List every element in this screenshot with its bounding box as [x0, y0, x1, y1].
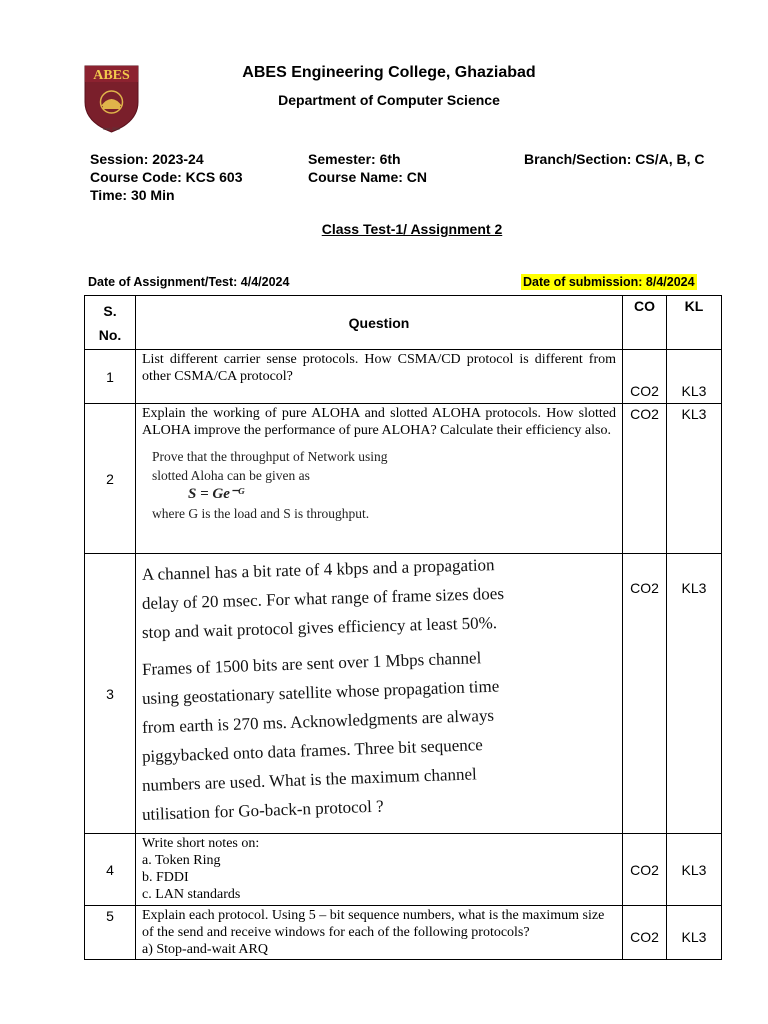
- notes-item-a: a. Token Ring: [142, 853, 221, 868]
- proof-line-1: Prove that the throughput of Network using: [152, 449, 388, 464]
- notes-item-b: b. FDDI: [142, 870, 189, 885]
- question-cell: [136, 906, 623, 960]
- table-row: [85, 906, 722, 960]
- table-row: [85, 350, 722, 404]
- co-header: CO: [623, 296, 667, 350]
- info-column-middle: [308, 150, 427, 186]
- protocol-item-a: a) Stop-and-wait ARQ: [142, 942, 268, 957]
- kl-value: KL3: [667, 906, 722, 960]
- channel-question-line-2: delay of 20 msec. For what range of frame sizes does: [141, 583, 505, 613]
- row-number: 3: [85, 554, 136, 834]
- question-text: Explain the working of pure ALOHA and slotted ALOHA protocols. How slotted ALOHA improve the performance of pure ALOHA? Calculate their efficiency also.: [142, 406, 616, 438]
- proof-line-2: slotted Aloha can be given as: [152, 468, 310, 483]
- co-value: CO2: [623, 834, 667, 906]
- info-column-left: [90, 150, 242, 204]
- co-value: CO2: [623, 404, 667, 554]
- sno-header: [85, 296, 136, 350]
- question-text: List different carrier sense protocols. How CSMA/CD protocol is different from other CSMA/CA protocol?: [136, 350, 623, 404]
- info-column-right: [524, 150, 704, 168]
- submission-date: Date of submission: 8/4/2024: [523, 275, 695, 289]
- question-cell: [136, 834, 623, 906]
- assignment-date: Date of Assignment/Test: 4/4/2024: [88, 275, 290, 289]
- co-value: CO2: [623, 906, 667, 960]
- frames-question-line-6: utilisation for Go-back-n protocol ?: [141, 796, 384, 824]
- frames-question-line-5: numbers are used. What is the maximum channel: [141, 764, 478, 795]
- proof-line-3: where G is the load and S is throughput.: [152, 506, 370, 521]
- session: Session: 2023-24: [90, 151, 204, 167]
- notes-item-c: c. LAN standards: [142, 887, 241, 902]
- question-cell: [136, 554, 623, 834]
- question-cell: [136, 404, 623, 554]
- row-number: 2: [85, 404, 136, 554]
- row-number: 4: [85, 834, 136, 906]
- scanned-question-image: [136, 554, 622, 833]
- question-text: Explain each protocol. Using 5 – bit sequence numbers, what is the maximum size of the send and receive windows for each of the following protocols?: [142, 908, 605, 940]
- test-title: Class Test-1/ Assignment 2: [321, 221, 503, 237]
- table-row: [85, 834, 722, 906]
- kl-value: KL3: [667, 834, 722, 906]
- co-value: CO2: [623, 554, 667, 834]
- frames-question-line-3: from earth is 270 ms. Acknowledgments are always: [141, 705, 495, 737]
- question-table: [84, 295, 722, 960]
- table-row: [85, 554, 722, 834]
- logo-estd: Estd. 2000: [103, 127, 120, 131]
- sno-header-line1: S.: [103, 302, 117, 319]
- pasted-question-image: [152, 447, 616, 523]
- course-name: Course Name: CN: [308, 169, 428, 185]
- channel-question-line-1: A channel has a bit rate of 4 kbps and a propagation: [141, 555, 495, 584]
- notes-intro: Write short notes on:: [142, 836, 260, 851]
- frames-question-line-4: piggybacked onto data frames. Three bit sequence: [141, 735, 484, 766]
- course-code: Course Code: KCS 603: [90, 169, 243, 185]
- row-number: 5: [85, 906, 136, 960]
- table-header-row: [85, 296, 722, 350]
- kl-value: KL3: [667, 350, 722, 404]
- frames-question-line-1: Frames of 1500 bits are sent over 1 Mbps channel: [141, 648, 482, 679]
- semester: Semester: 6th: [308, 151, 401, 167]
- logo-text: ABES: [93, 68, 130, 83]
- frames-question-line-2: using geostationary satellite whose propagation time: [141, 676, 500, 708]
- channel-question-line-3: stop and wait protocol gives efficiency at least 50%.: [141, 613, 498, 642]
- time: Time: 30 Min: [90, 187, 175, 203]
- college-name: ABES Engineering College, Ghaziabad: [242, 64, 536, 81]
- table-row: [85, 404, 722, 554]
- throughput-formula: S = Ge⁻ᴳ: [188, 486, 245, 502]
- co-value: CO2: [623, 350, 667, 404]
- row-number: 1: [85, 350, 136, 404]
- kl-value: KL3: [667, 404, 722, 554]
- department-name: Department of Computer Science: [278, 92, 500, 108]
- sno-header-line2: No.: [98, 326, 122, 343]
- kl-header: KL: [667, 296, 722, 350]
- branch-section: Branch/Section: CS/A, B, C: [524, 151, 705, 167]
- question-header: Question: [136, 296, 623, 350]
- kl-value: KL3: [667, 554, 722, 834]
